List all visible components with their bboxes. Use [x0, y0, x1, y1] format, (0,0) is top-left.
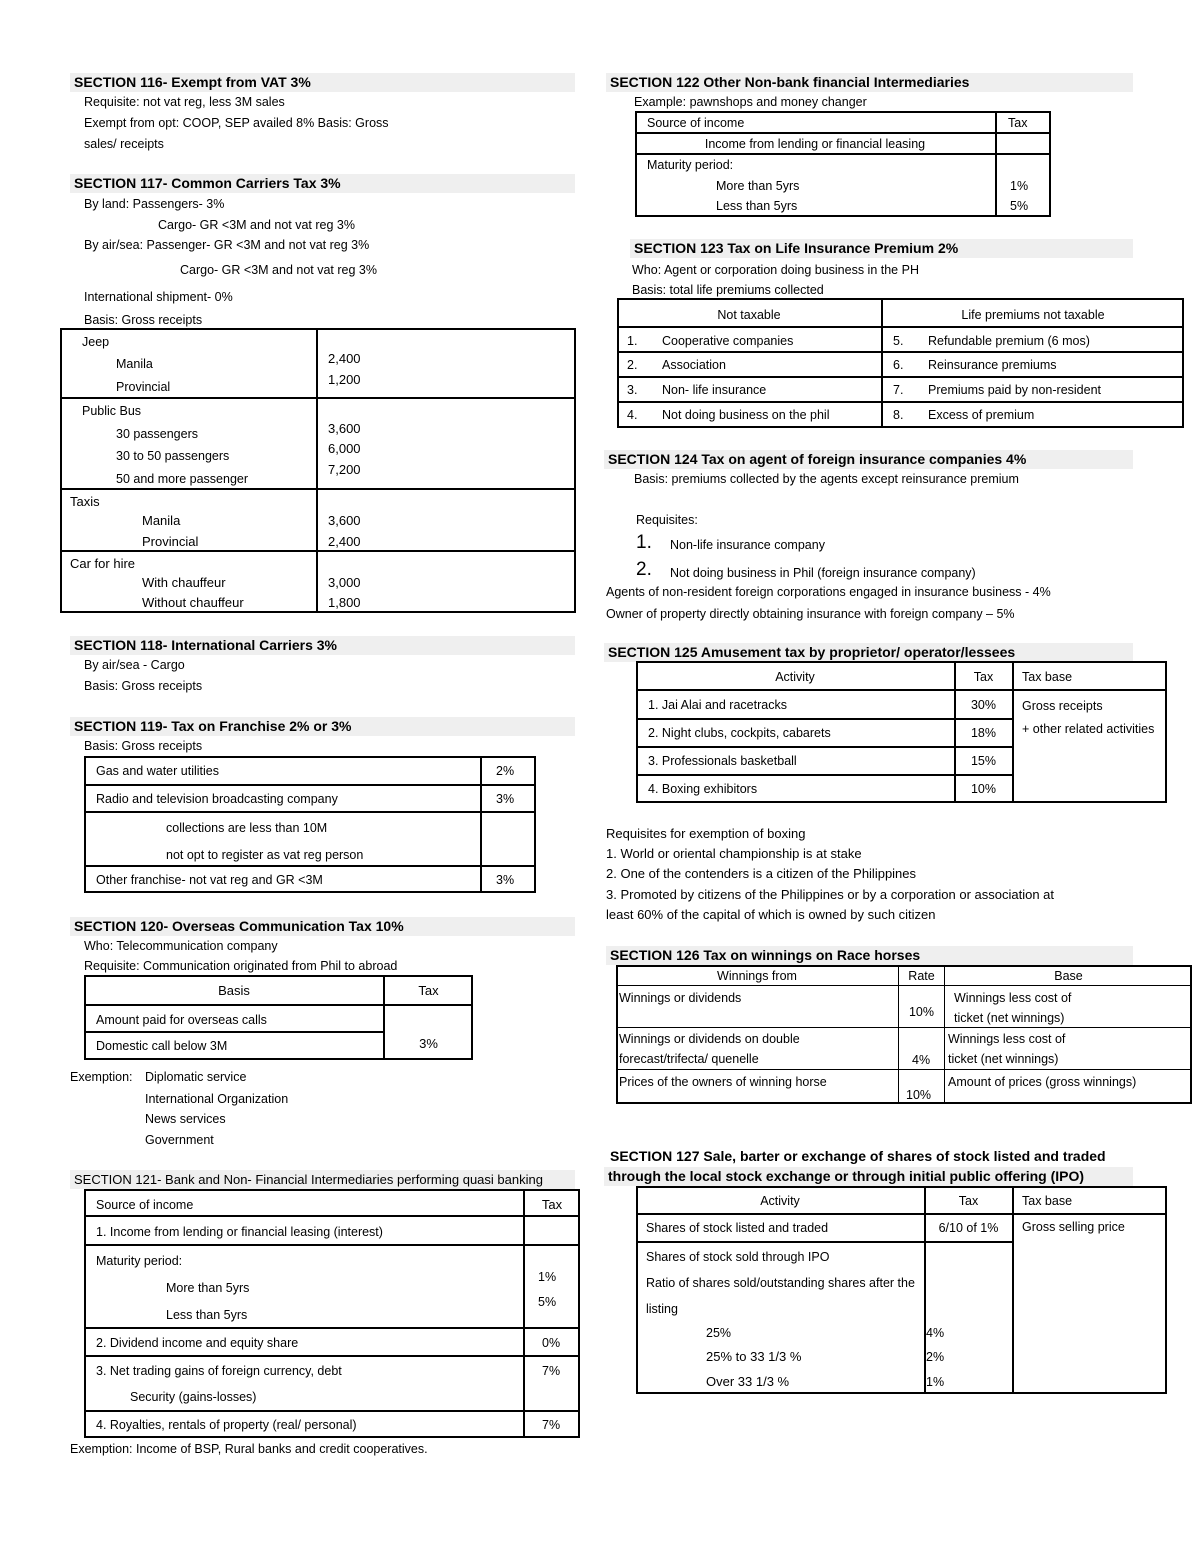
- s116-requisite: Requisite: not vat reg, less 3M sales: [84, 95, 285, 109]
- life-right-item: Premiums paid by non-resident: [928, 383, 1101, 397]
- nonbank-row-lending: Income from lending or financial leasing: [704, 137, 926, 151]
- franchise-table-divider: [480, 756, 482, 893]
- s117-international: International shipment- 0%: [84, 290, 233, 304]
- boxing-req-title: Requisites for exemption of boxing: [606, 826, 806, 841]
- car-without-value: 1,800: [328, 595, 361, 610]
- nonbank-more-5yrs: More than 5yrs: [716, 179, 800, 193]
- nonbank-less-5yrs-tax: 5%: [1010, 199, 1029, 213]
- shares-row-line: [636, 1241, 1014, 1243]
- car-without-chauffeur: Without chauffeur: [142, 595, 244, 610]
- bank-row-lending: 1. Income from lending or financial leasing (interest): [96, 1225, 383, 1239]
- s124-agents-nonresident: Agents of non-resident foreign corporations engaged in insurance business - 4%: [606, 585, 1051, 599]
- s124-req-1: Non-life insurance company: [670, 538, 825, 552]
- bank-less-5yrs-tax: 5%: [538, 1295, 557, 1309]
- carriers-row-line: [60, 550, 576, 552]
- section-127-title-2: through the local stock exchange or through initial public offering (IPO): [604, 1167, 1133, 1186]
- bank-row-line: [84, 1215, 580, 1217]
- bank-row-trading-security: Security (gains-losses): [130, 1390, 257, 1404]
- section-125-title: SECTION 125 Amusement tax by proprietor/ operator/lessees: [604, 643, 1133, 662]
- carriers-row-line: [60, 488, 576, 490]
- shares-ratio: Ratio of shares sold/outstanding shares after the: [646, 1276, 915, 1290]
- franchise-radio-tv-tax: 3%: [496, 792, 515, 806]
- life-insurance-row-line: [617, 326, 1184, 328]
- s120-who: Who: Telecommunication company: [84, 939, 278, 953]
- s123-basis: Basis: total life premiums collected: [632, 283, 824, 297]
- shares-header-activity: Activity: [760, 1194, 800, 1208]
- race-base-1b: ticket (net winnings): [954, 1011, 1065, 1025]
- section-120-title: SECTION 120- Overseas Communication Tax 10%: [70, 917, 575, 936]
- bank-row-line: [84, 1327, 580, 1329]
- bank-header-source: Source of income: [96, 1198, 194, 1212]
- bus-30-50-value: 6,000: [328, 441, 361, 456]
- overseas-domestic: Domestic call below 3M: [96, 1039, 228, 1053]
- bank-row-trading: 3. Net trading gains of foreign currency, debt: [96, 1364, 342, 1378]
- life-left-item: Cooperative companies: [662, 334, 794, 348]
- section-127-title-1: SECTION 127 Sale, barter or exchange of shares of stock listed and traded: [610, 1148, 1106, 1164]
- bus-30-value: 3,600: [328, 421, 361, 436]
- bank-trading-tax: 7%: [542, 1364, 561, 1378]
- bank-row-line: [84, 1410, 580, 1412]
- section-123-title: SECTION 123 Tax on Life Insurance Premium 2%: [630, 239, 1133, 258]
- bank-dividend-tax: 0%: [542, 1336, 561, 1350]
- shares-ratio-25-33-tax: 2%: [926, 1350, 945, 1364]
- bank-row-dividend: 2. Dividend income and equity share: [96, 1336, 299, 1350]
- shares-ratio-over-33: Over 33 1/3 %: [706, 1374, 790, 1389]
- boxing-req-2: 2. One of the contenders is a citizen of the Philippines: [606, 866, 917, 881]
- shares-gross-selling-price: Gross selling price: [1022, 1220, 1125, 1234]
- section-117-title: SECTION 117- Common Carriers Tax 3%: [70, 174, 575, 193]
- s117-land-cargo: Cargo- GR <3M and not vat reg 3%: [158, 218, 355, 232]
- life-right-num: 6.: [893, 358, 904, 372]
- s117-airsea-cargo: Cargo- GR <3M and not vat reg 3%: [180, 263, 377, 277]
- amusement-tax: 15%: [970, 754, 997, 768]
- franchise-row-line: [84, 865, 536, 867]
- life-left-num: 1.: [627, 334, 638, 348]
- bank-table-divider: [523, 1189, 525, 1438]
- carriers-row-line: [60, 397, 576, 399]
- s120-exemption-2: International Organization: [145, 1092, 289, 1106]
- nonbank-less-5yrs: Less than 5yrs: [716, 199, 798, 213]
- s117-basis: Basis: Gross receipts: [84, 313, 203, 327]
- section-121-title: SECTION 121- Bank and Non- Financial Intermediaries performing quasi banking: [70, 1170, 575, 1189]
- nonbank-header-tax: Tax: [1008, 116, 1028, 130]
- taxis-label: Taxis: [70, 494, 100, 509]
- life-left-item: Association: [662, 358, 726, 372]
- franchise-gas-water-tax: 2%: [496, 764, 515, 778]
- life-left-num: 4.: [627, 408, 638, 422]
- overseas-header-tax: Tax: [418, 983, 439, 998]
- s124-basis: Basis: premiums collected by the agents except reinsurance premium: [634, 472, 1019, 486]
- life-right-num: 8.: [893, 408, 904, 422]
- race-base-1a: Winnings less cost of: [954, 991, 1072, 1005]
- shares-divider: [1012, 1186, 1014, 1394]
- car-hire-label: Car for hire: [70, 556, 136, 571]
- amusement-tax: 30%: [970, 698, 997, 712]
- s122-example: Example: pawnshops and money changer: [634, 95, 867, 109]
- boxing-req-3a: 3. Promoted by citizens of the Philippines or by a corporation or association at: [606, 887, 1055, 902]
- life-insurance-header-right: Life premiums not taxable: [961, 308, 1105, 322]
- s124-requisites: Requisites:: [636, 513, 698, 527]
- bus-30-50: 30 to 50 passengers: [116, 449, 230, 463]
- life-insurance-row-line: [617, 351, 1184, 353]
- shares-listed-tax: 6/10 of 1%: [938, 1221, 999, 1235]
- amusement-header-tax: Tax: [973, 670, 994, 684]
- s118-cargo: By air/sea - Cargo: [84, 658, 185, 672]
- franchise-radio-tv: Radio and television broadcasting company: [96, 792, 338, 806]
- shares-header-base: Tax base: [1022, 1194, 1073, 1208]
- franchise-condition-1: collections are less than 10M: [166, 821, 328, 835]
- race-base-2a: Winnings less cost of: [948, 1032, 1066, 1046]
- overseas-row-line: [84, 1031, 384, 1033]
- amusement-base-2: + other related activities: [1022, 722, 1155, 736]
- section-122-title: SECTION 122 Other Non-bank financial Intermediaries: [606, 73, 1133, 92]
- s124-req-num-2: 2.: [636, 559, 652, 580]
- section-119-title: SECTION 119- Tax on Franchise 2% or 3%: [70, 717, 575, 736]
- amusement-tax: 18%: [970, 726, 997, 740]
- s124-req-2: Not doing business in Phil (foreign insurance company): [670, 566, 976, 580]
- bank-header-tax: Tax: [541, 1197, 563, 1212]
- bank-row-less-5yrs: Less than 5yrs: [166, 1308, 248, 1322]
- s120-exemption-4: Government: [145, 1133, 214, 1147]
- overseas-header-basis: Basis: [218, 983, 250, 998]
- bus-50-value: 7,200: [328, 462, 361, 477]
- section-126-title: SECTION 126 Tax on winnings on Race horses: [606, 946, 1133, 965]
- franchise-other-tax: 3%: [496, 873, 515, 887]
- bank-row-royalties: 4. Royalties, rentals of property (real/ personal): [96, 1418, 357, 1432]
- amusement-row-line: [636, 774, 1014, 776]
- bus-label: Public Bus: [82, 404, 142, 418]
- amusement-divider: [1012, 661, 1014, 803]
- nonbank-header-source: Source of income: [647, 116, 745, 130]
- s124-owner-property: Owner of property directly obtaining insurance with foreign company – 5%: [606, 607, 1015, 621]
- taxis-manila-value: 3,600: [328, 513, 361, 528]
- life-right-num: 5.: [893, 334, 904, 348]
- overseas-tax-value: 3%: [419, 1036, 438, 1051]
- race-header-base: Base: [1054, 969, 1083, 983]
- shares-ratio-25: 25%: [706, 1326, 732, 1340]
- s117-land: By land: Passengers- 3%: [84, 197, 225, 211]
- s120-requisite: Requisite: Communication originated from Phil to abroad: [84, 959, 398, 973]
- overseas-amount-paid: Amount paid for overseas calls: [96, 1013, 267, 1027]
- shares-ratio-25-33: 25% to 33 1/3 %: [706, 1349, 802, 1364]
- race-header-rate: Rate: [908, 969, 935, 983]
- amusement-tax: 10%: [970, 782, 997, 796]
- section-118-title: SECTION 118- International Carriers 3%: [70, 636, 575, 655]
- bank-row-line: [84, 1244, 580, 1246]
- bank-royalties-tax: 7%: [542, 1418, 561, 1432]
- s120-exemption-3: News services: [145, 1112, 226, 1126]
- amusement-base-1: Gross receipts: [1022, 699, 1103, 713]
- overseas-row-line: [84, 1004, 473, 1006]
- race-rate-1: 10%: [908, 1005, 935, 1019]
- amusement-row-line: [636, 689, 1167, 691]
- jeep-provincial: Provincial: [116, 380, 171, 394]
- amusement-row-line: [636, 718, 1014, 720]
- life-left-item: Not doing business on the phil: [662, 408, 830, 422]
- carriers-table-divider: [316, 328, 318, 613]
- life-right-num: 7.: [893, 383, 904, 397]
- nonbank-row-line: [635, 132, 1051, 134]
- amusement-header-base: Tax base: [1022, 670, 1073, 684]
- bank-row-more-5yrs: More than 5yrs: [166, 1281, 250, 1295]
- franchise-row-line: [84, 811, 536, 813]
- shares-header-tax: Tax: [958, 1194, 979, 1208]
- s116-exempt: Exempt from opt: COOP, SEP availed 8% Basis: Gross: [84, 116, 389, 130]
- shares-ipo: Shares of stock sold through IPO: [646, 1250, 830, 1264]
- shares-ratio-25-tax: 4%: [926, 1326, 945, 1340]
- s116-basis: sales/ receipts: [84, 137, 164, 151]
- race-row-line: [616, 1069, 1192, 1070]
- franchise-other: Other franchise- not vat reg and GR <3M: [96, 873, 323, 887]
- life-insurance-header-left: Not taxable: [717, 308, 781, 322]
- taxis-provincial-value: 2,400: [328, 534, 361, 549]
- race-prices-owners: Prices of the owners of winning horse: [619, 1075, 827, 1089]
- car-with-chauffeur: With chauffeur: [142, 575, 226, 590]
- shares-listed-traded: Shares of stock listed and traded: [646, 1221, 829, 1235]
- franchise-row-line: [84, 784, 536, 786]
- life-right-item: Excess of premium: [928, 408, 1035, 422]
- race-base-3: Amount of prices (gross winnings): [948, 1075, 1137, 1089]
- s121-exemption: Exemption: Income of BSP, Rural banks and credit cooperatives.: [70, 1442, 428, 1456]
- race-double-forecast-2: forecast/trifecta/ quenelle: [619, 1052, 759, 1066]
- amusement-activity: 4. Boxing exhibitors: [648, 782, 758, 796]
- race-base-2b: ticket (net winnings): [948, 1052, 1059, 1066]
- jeep-label: Jeep: [82, 335, 110, 349]
- nonbank-more-5yrs-tax: 1%: [1010, 179, 1029, 193]
- shares-row-line: [636, 1213, 1167, 1215]
- section-124-title: SECTION 124 Tax on agent of foreign insurance companies 4%: [604, 450, 1133, 469]
- s123-who: Who: Agent or corporation doing business in the PH: [632, 263, 919, 277]
- life-left-num: 3.: [627, 383, 638, 397]
- boxing-req-3b: least 60% of the capital of which is owned by such citizen: [606, 907, 936, 922]
- jeep-manila-value: 2,400: [328, 351, 361, 366]
- jeep-manila: Manila: [116, 357, 153, 371]
- life-right-item: Refundable premium (6 mos): [928, 334, 1090, 348]
- bus-30: 30 passengers: [116, 427, 199, 441]
- jeep-provincial-value: 1,200: [328, 372, 361, 387]
- shares-listing: listing: [646, 1302, 678, 1316]
- franchise-gas-water: Gas and water utilities: [96, 764, 219, 778]
- amusement-row-line: [636, 746, 1014, 748]
- life-insurance-row-line: [617, 401, 1184, 403]
- taxis-manila: Manila: [142, 513, 181, 528]
- nonbank-table-divider: [995, 111, 997, 217]
- shares-ratio-over-33-tax: 1%: [926, 1375, 945, 1389]
- s120-exemption-label: Exemption:: [70, 1070, 133, 1084]
- race-winnings-dividends: Winnings or dividends: [619, 991, 742, 1005]
- life-left-num: 2.: [627, 358, 638, 372]
- s118-basis: Basis: Gross receipts: [84, 679, 203, 693]
- franchise-condition-2: not opt to register as vat reg person: [166, 848, 364, 862]
- car-with-value: 3,000: [328, 575, 361, 590]
- bank-more-5yrs-tax: 1%: [538, 1270, 557, 1284]
- nonbank-row-line: [635, 153, 1051, 155]
- bus-50-plus: 50 and more passenger: [116, 472, 249, 486]
- race-header-from: Winnings from: [717, 969, 797, 983]
- life-right-item: Reinsurance premiums: [928, 358, 1057, 372]
- race-row-line: [616, 1027, 1192, 1028]
- section-116-title: SECTION 116- Exempt from VAT 3%: [70, 73, 575, 92]
- taxis-provincial: Provincial: [142, 534, 199, 549]
- amusement-activity: 3. Professionals basketball: [648, 754, 797, 768]
- s119-basis: Basis: Gross receipts: [84, 739, 203, 753]
- s120-exemption-1: Diplomatic service: [145, 1070, 247, 1084]
- race-rate-3: 10%: [906, 1088, 932, 1102]
- bank-row-line: [84, 1355, 580, 1357]
- race-row-line: [616, 985, 1192, 986]
- nonbank-row-maturity: Maturity period:: [647, 158, 734, 172]
- s117-airsea: By air/sea: Passenger- GR <3M and not vat reg 3%: [84, 238, 370, 252]
- life-insurance-row-line: [617, 376, 1184, 378]
- s124-req-num-1: 1.: [636, 532, 652, 553]
- bank-row-maturity: Maturity period:: [96, 1254, 183, 1268]
- boxing-req-1: 1. World or oriental championship is at stake: [606, 846, 862, 861]
- life-left-item: Non- life insurance: [662, 383, 767, 397]
- amusement-header-activity: Activity: [775, 670, 815, 684]
- race-rate-2: 4%: [912, 1053, 931, 1067]
- amusement-activity: 2. Night clubs, cockpits, cabarets: [648, 726, 831, 740]
- race-double-forecast: Winnings or dividends on double: [619, 1032, 800, 1046]
- amusement-activity: 1. Jai Alai and racetracks: [648, 698, 787, 712]
